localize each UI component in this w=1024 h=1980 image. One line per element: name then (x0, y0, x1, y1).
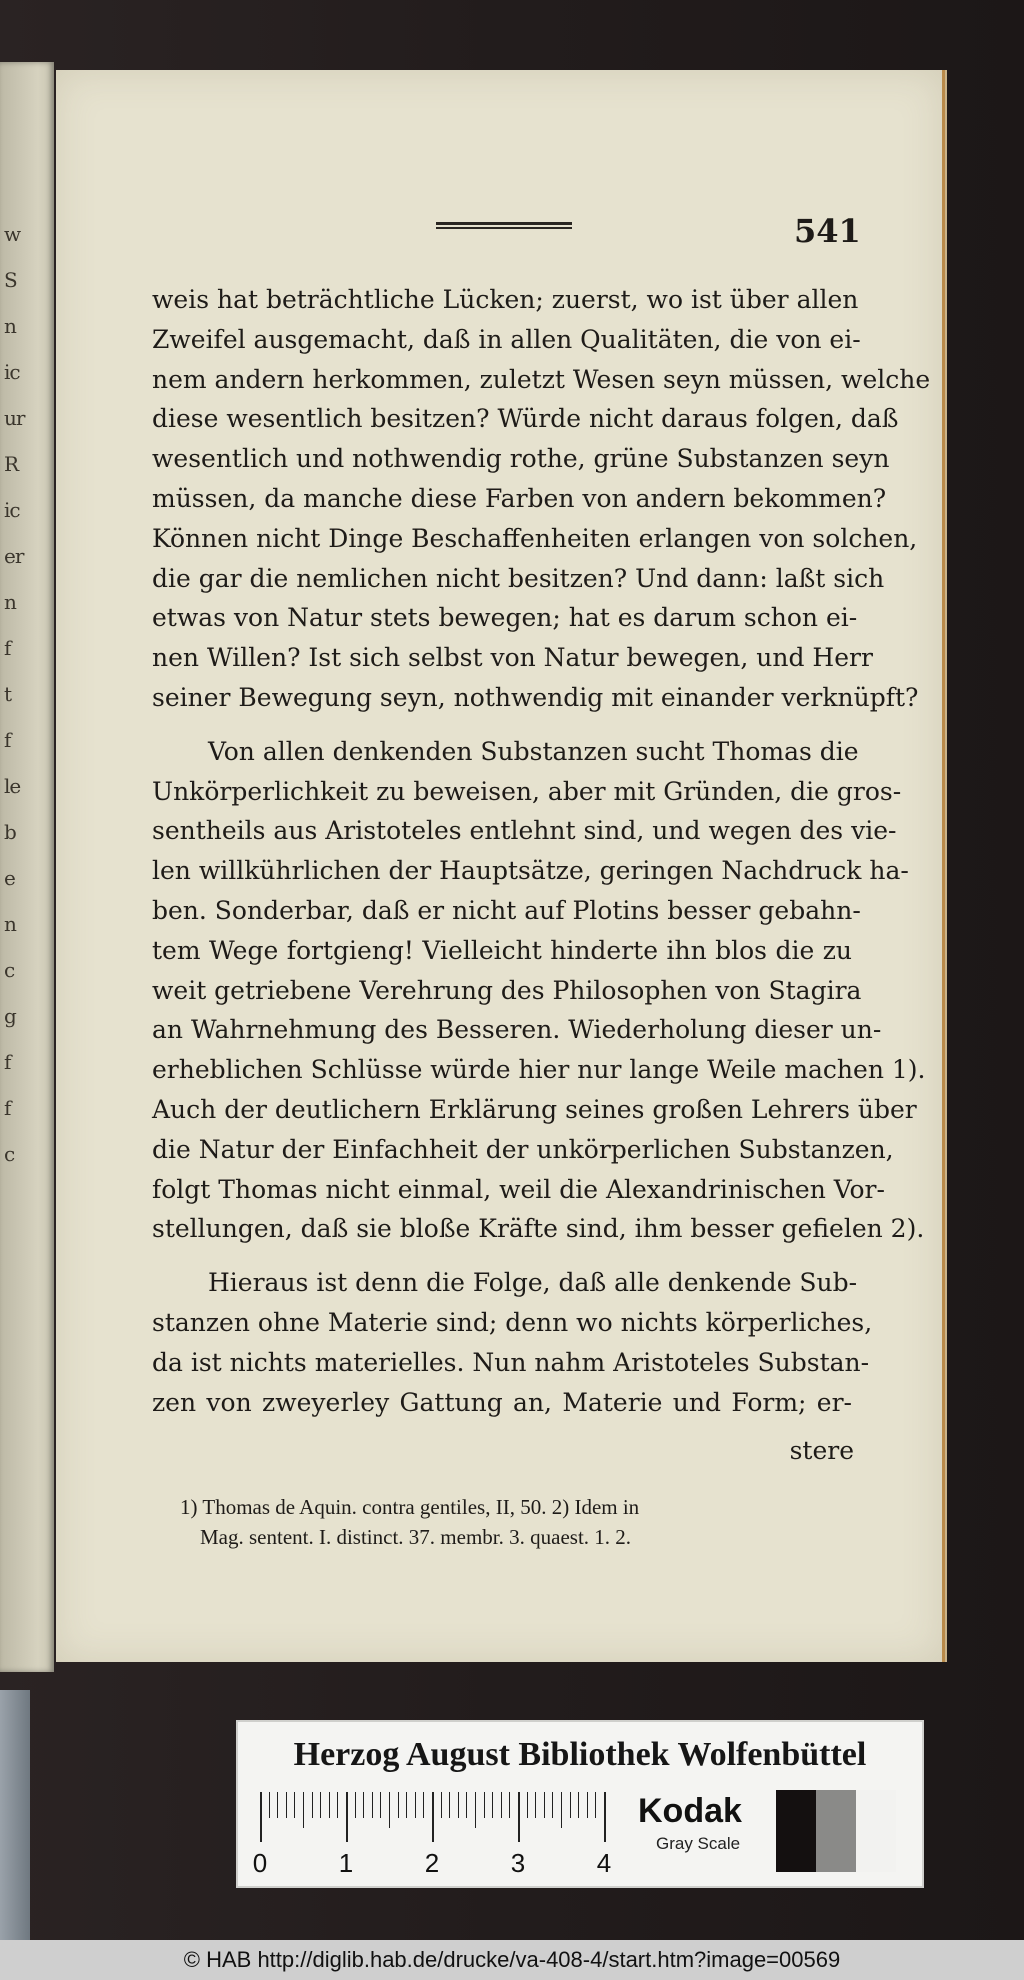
previous-page-fragment: n (4, 912, 16, 936)
ruler-number: 3 (510, 1848, 526, 1878)
ruler-tick (509, 1792, 510, 1818)
previous-page-fragment: le (4, 774, 21, 798)
previous-page-fragment: f (4, 1050, 11, 1074)
ruler-tick (363, 1792, 364, 1818)
catchword: stere (789, 1436, 854, 1465)
paragraph-gap (152, 718, 852, 732)
gray-swatch-dark (776, 1790, 816, 1872)
footnote-line: Mag. sentent. I. distinct. 37. membr. 3. quaest. 1. 2. (200, 1525, 632, 1549)
ruler-tick (294, 1792, 295, 1818)
ruler-tick (604, 1792, 606, 1842)
previous-page-fragment: f (4, 636, 11, 660)
ruler-tick (458, 1792, 459, 1818)
previous-page-fragment: S (4, 268, 17, 292)
ruler-tick (389, 1792, 390, 1828)
kodak-logo: Kodak (638, 1792, 742, 1830)
ruler-tick (260, 1792, 262, 1842)
ruler-tick (501, 1792, 502, 1818)
ruler-tick (484, 1792, 485, 1818)
ruler-tick (544, 1792, 545, 1818)
text-line: weis hat beträchtliche Lücken; zuerst, wo ist über allen (152, 285, 859, 314)
ruler-tick (475, 1792, 476, 1828)
ruler-tick (286, 1792, 287, 1818)
text-line: an Wahrnehmung des Besseren. Wiederholung dieser un- (152, 1015, 882, 1045)
previous-page-fragment: ic (4, 360, 20, 384)
ruler-number: 2 (424, 1848, 440, 1878)
book-page (56, 70, 945, 1662)
ruler-tick (492, 1792, 493, 1818)
text-line: nem andern herkommen, zuletzt Wesen seyn müssen, welche (152, 364, 931, 394)
ruler-tick (449, 1792, 450, 1818)
previous-page-edge (0, 62, 54, 1672)
gray-swatch-mid (816, 1790, 856, 1872)
ruler-tick (320, 1792, 321, 1818)
ruler-tick (329, 1792, 330, 1818)
ruler-number: 4 (596, 1848, 612, 1878)
text-line: diese wesentlich besitzen? Würde nicht daraus folgen, daß (152, 404, 899, 434)
page-number: 541 (794, 212, 861, 250)
text-line: stellungen, daß sie bloße Kräfte sind, ihm besser gefielen 2). (152, 1214, 925, 1244)
text-line: da ist nichts materielles. Nun nahm Aristoteles Substan- (152, 1347, 870, 1377)
footnotes (180, 1492, 852, 1552)
ruler-tick (303, 1792, 304, 1828)
library-name: Herzog August Bibliothek Wolfenbüttel (293, 1736, 867, 1773)
gray-scale-caption: Gray Scale (656, 1834, 741, 1853)
previous-page-fragment: g (4, 1004, 16, 1028)
ruler-tick (595, 1792, 596, 1818)
previous-page-fragment: f (4, 728, 11, 752)
ruler-tick (380, 1792, 381, 1818)
ruler-tick (355, 1792, 356, 1818)
ruler-tick (552, 1792, 553, 1818)
library-label (236, 1720, 924, 1888)
ruler-tick (441, 1792, 442, 1818)
previous-page-fragment: ic (4, 498, 20, 522)
previous-page-fragment: ur (4, 406, 25, 430)
previous-page-fragment: R (4, 452, 19, 476)
text-line: tem Wege fortgieng! Vielleicht hinderte ihn blos die zu (152, 935, 852, 965)
header-rule (436, 222, 572, 229)
ruler-tick (432, 1792, 434, 1842)
text-line: die Natur der Einfachheit der unkörperlichen Substanzen, (152, 1134, 894, 1164)
text-line: zen von zweyerley Gattung an, Materie und Form; er- (152, 1387, 852, 1417)
text-line: weit getriebene Verehrung des Philosophen von Stagira (152, 975, 862, 1005)
previous-page-fragment: er (4, 544, 24, 568)
paragraph-gap (152, 1249, 852, 1263)
text-line: stanzen ohne Materie sind; denn wo nichts körperliches, (152, 1307, 873, 1337)
ruler-number: 0 (252, 1848, 268, 1878)
ruler-tick (337, 1792, 338, 1818)
text-line: folgt Thomas nicht einmal, weil die Alexandrinischen Vor- (152, 1174, 885, 1204)
ruler-tick (587, 1792, 588, 1818)
text-line: Können nicht Dinge Beschaffenheiten erlangen von solchen, (152, 523, 918, 553)
previous-page-fragment: t (4, 682, 12, 706)
ruler-tick (466, 1792, 467, 1818)
previous-page-fragment: c (4, 1142, 15, 1166)
copyright-url: © HAB http://diglib.hab.de/drucke/va-408-4/start.htm?image=00569 (183, 1947, 841, 1972)
ruler-tick (561, 1792, 562, 1828)
text-line: sentheils aus Aristoteles entlehnt sind, und wegen des vie- (152, 816, 897, 846)
ruler-tick (372, 1792, 373, 1818)
footnote-line: 1) Thomas de Aquin. contra gentiles, II, 50. 2) Idem in (180, 1495, 640, 1519)
text-line: ben. Sonderbar, daß er nicht auf Plotins besser gebahn- (152, 895, 861, 925)
scale-ruler (252, 1792, 616, 1878)
previous-page-fragment: f (4, 1096, 11, 1120)
text-line: nen Willen? Ist sich selbst von Natur bewegen, und Herr (152, 643, 873, 673)
ruler-number: 1 (338, 1848, 354, 1878)
text-line: Unkörperlichkeit zu beweisen, aber mit Gründen, die gros- (152, 776, 902, 806)
text-line: Zweifel ausgemacht, daß in allen Qualitäten, die von ei- (152, 324, 861, 354)
body-text (152, 280, 931, 1422)
ruler-tick (518, 1792, 520, 1842)
footer-bar (0, 1940, 1024, 1980)
ruler-tick (406, 1792, 407, 1818)
ruler-tick (269, 1792, 270, 1818)
ruler-tick (277, 1792, 278, 1818)
previous-page-fragment: b (4, 820, 16, 844)
previous-page-fragment: c (4, 958, 15, 982)
ruler-tick (535, 1792, 536, 1818)
ruler-tick (346, 1792, 348, 1842)
ruler-tick (578, 1792, 579, 1818)
previous-page-fragment: n (4, 590, 16, 614)
ruler-tick (570, 1792, 571, 1818)
spine-strip (0, 1690, 30, 1940)
text-line: erheblichen Schlüsse würde hier nur lange Weile machen 1). (152, 1055, 926, 1085)
text-line: etwas von Natur stets bewegen; hat es darum schon ei- (152, 603, 858, 633)
text-line: die gar die nemlichen nicht besitzen? Und dann: laßt sich (152, 563, 885, 593)
ruler-tick (398, 1792, 399, 1818)
text-line: seiner Bewegung seyn, nothwendig mit einander verknüpft? (152, 682, 919, 712)
previous-page-fragment: e (4, 866, 15, 890)
text-line: Von allen denkenden Substanzen sucht Thomas die (208, 736, 859, 766)
text-line: Auch der deutlichern Erklärung seines großen Lehrers über (152, 1094, 917, 1124)
text-line: müssen, da manche diese Farben von andern bekommen? (152, 483, 887, 513)
previous-page-fragment: w (4, 222, 21, 246)
previous-page-fragment: n (4, 314, 16, 338)
ruler-tick (312, 1792, 313, 1818)
text-line: Hieraus ist denn die Folge, daß alle denkende Sub- (208, 1268, 858, 1298)
text-line: len willkührlichen der Hauptsätze, geringen Nachdruck ha- (152, 856, 909, 886)
text-line: wesentlich und nothwendig rothe, grüne Substanzen seyn (152, 444, 890, 474)
ruler-tick (415, 1792, 416, 1818)
gray-swatch-light (856, 1790, 896, 1872)
ruler-tick (423, 1792, 424, 1818)
ruler-tick (527, 1792, 528, 1818)
